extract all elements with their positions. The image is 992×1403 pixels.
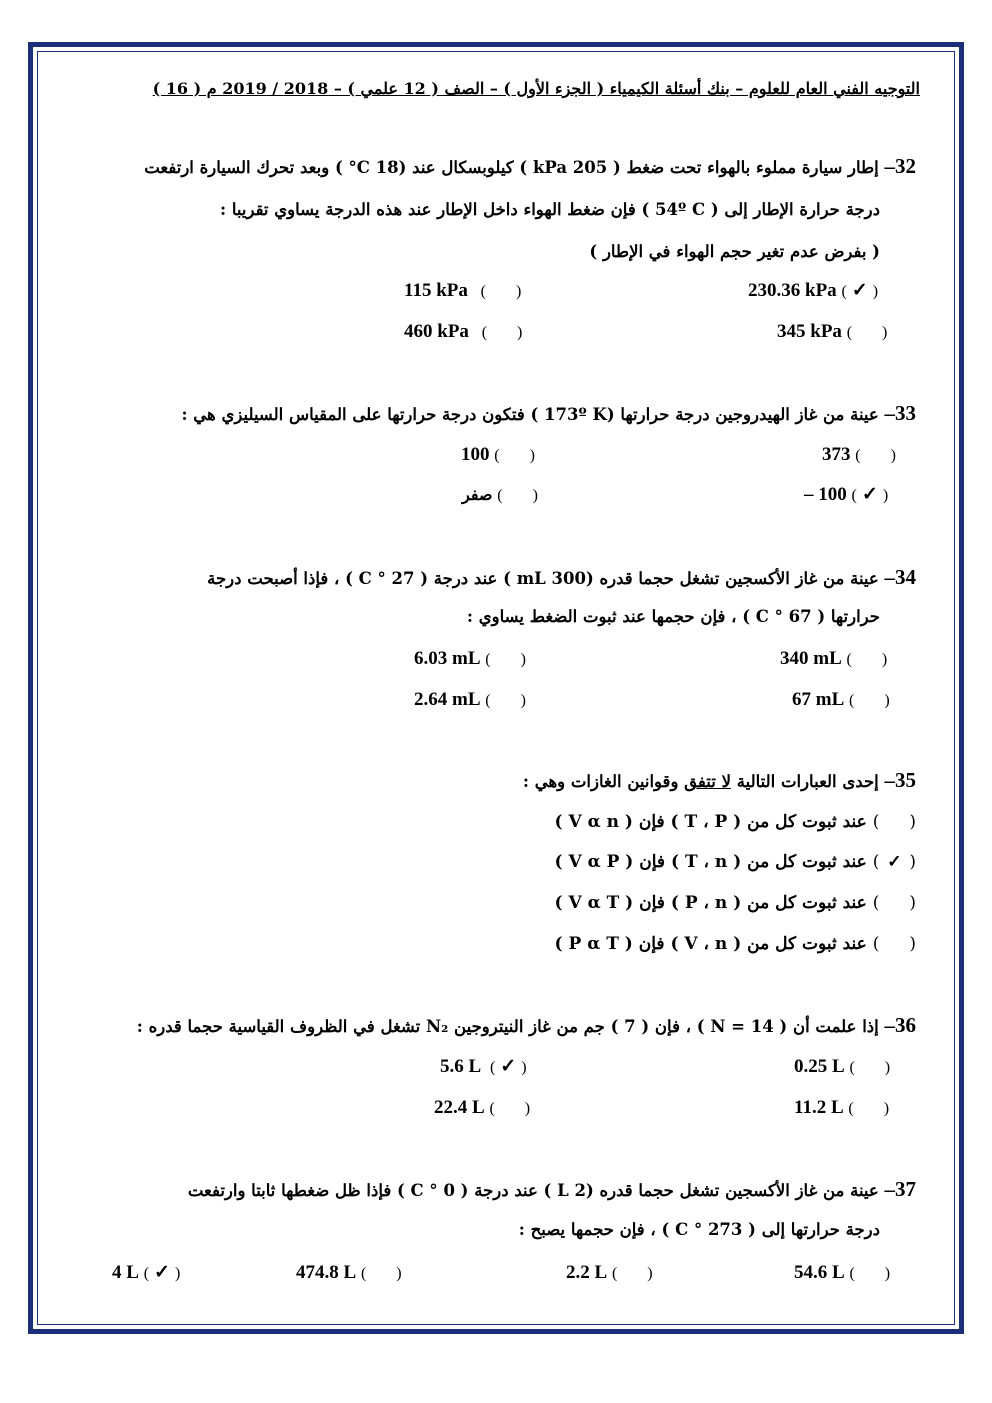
question-number: 37– — [884, 1177, 916, 1201]
question-32-line-1 — [144, 154, 916, 180]
option[interactable]: 0.25 L ( ) — [794, 1053, 890, 1082]
option[interactable]: صفر ( ) — [462, 481, 538, 510]
question-text: وقوانين الغازات وهي : — [522, 772, 685, 791]
negation-underlined: لا تتفق — [684, 772, 732, 791]
option[interactable]: 5.6 L ( ✓ ) — [440, 1053, 527, 1082]
check-mark: ✓ — [851, 280, 868, 301]
option-value: 0.25 L — [794, 1056, 845, 1077]
page-header: التوجيه الفني العام للعلوم – بنك أسئلة الكيمياء ( الجزء الأول ) – الصف ( 12 علمي ) – 2018 / 2019 م ( 16 ) — [152, 79, 920, 98]
option-value: 2.64 mL — [414, 689, 481, 710]
statement-option[interactable]: () عند ثبوت كل من ( P ، n ) فإن ( V α T ) — [554, 893, 916, 913]
option[interactable]: 11.2 L ( ) — [794, 1094, 889, 1123]
option[interactable]: 230.36 kPa ( ✓ ) — [748, 277, 878, 306]
option-value: 22.4 L — [434, 1097, 485, 1118]
question-32-line-2: درجة حرارة الإطار إلى ( 54º C ) فإن ضغط الهواء داخل الإطار عند هذه الدرجة يساوي تقريبا : — [220, 200, 880, 219]
option-value: 67 mL — [792, 689, 845, 710]
option[interactable]: 373 ( ) — [822, 441, 896, 470]
option-value: – 100 — [804, 484, 847, 505]
question-33-line-1 — [181, 401, 916, 427]
option-value: 474.8 L — [296, 1262, 357, 1283]
option-value: 2.2 L — [566, 1262, 608, 1283]
option[interactable]: 115 kPa ( ) — [404, 277, 521, 306]
option-value: 6.03 mL — [414, 648, 481, 669]
option-value: 230.36 kPa — [748, 280, 837, 301]
option-value: 345 kPa — [777, 321, 842, 342]
option[interactable]: 100 ( ) — [461, 441, 535, 470]
option-value: 115 kPa — [404, 280, 468, 301]
question-text: عينة من غاز الأكسجين تشغل حجما قدره (300 mL ) عند درجة ( 27 ° C ) ، فإذا أصبحت درجة — [207, 569, 879, 588]
question-text: إحدى العبارات التالية — [731, 772, 879, 791]
option[interactable]: 22.4 L ( ) — [434, 1094, 530, 1123]
question-number: 33– — [884, 401, 916, 425]
question-34-line-1 — [207, 565, 916, 591]
option-value: 54.6 L — [794, 1262, 845, 1283]
option-value: 460 kPa — [404, 321, 469, 342]
statement-text: عند ثبوت كل من ( V ، n ) فإن ( P α T ) — [554, 934, 867, 954]
option-value: 5.6 L — [440, 1056, 482, 1077]
option[interactable]: 2.64 mL ( ) — [414, 686, 526, 715]
option[interactable]: – 100 ( ✓ ) — [804, 481, 888, 510]
statement-text: عند ثبوت كل من ( T ، n ) فإن ( V α P ) — [554, 852, 867, 872]
question-text: إذا علمت أن ( N = 14 ) ، فإن ( 7 ) جم من غاز النيتروجين N₂ تشغل في الظروف القياسية حجما قدره : — [136, 1017, 879, 1036]
check-mark: ✓ — [500, 1056, 517, 1077]
option[interactable]: 2.2 L ( ) — [566, 1259, 653, 1288]
check-mark: ✓ — [154, 1262, 170, 1283]
question-36-line-1 — [137, 1013, 916, 1039]
option-value: صفر — [462, 485, 493, 504]
question-number: 32– — [884, 154, 916, 178]
option-value: 4 L — [112, 1262, 139, 1283]
option[interactable]: 67 mL ( ) — [792, 686, 890, 715]
option[interactable]: 6.03 mL ( ) — [414, 645, 526, 674]
option-value: 11.2 L — [794, 1097, 844, 1118]
check-mark: ✓ — [887, 852, 902, 872]
option[interactable]: 474.8 L ( ) — [296, 1259, 402, 1288]
statement-option[interactable]: () عند ثبوت كل من ( V ، n ) فإن ( P α T ) — [554, 934, 916, 954]
option[interactable]: 4 L ( ✓ ) — [112, 1259, 180, 1288]
question-37-line-2: درجة حرارتها إلى ( 273 ° C ) ، فإن حجمها يصبح : — [518, 1220, 880, 1239]
statement-text: عند ثبوت كل من ( P ، n ) فإن ( V α T ) — [554, 893, 867, 913]
question-32-line-3: ( بفرض عدم تغير حجم الهواء في الإطار ) — [589, 242, 880, 261]
option-value: 373 — [822, 444, 851, 465]
question-37-line-1 — [188, 1177, 916, 1203]
question-text: إطار سيارة مملوء بالهواء تحت ضغط ( 205 kPa ) كيلوبسكال عند (18 C° ) وبعد تحرك السيارة ارتفعت — [144, 158, 879, 177]
question-number: 35– — [884, 768, 916, 792]
check-mark: ✓ — [861, 484, 878, 505]
option[interactable]: 345 kPa ( ) — [777, 318, 887, 347]
option-value: 340 mL — [780, 648, 842, 669]
option[interactable]: 340 mL ( ) — [780, 645, 887, 674]
statement-option[interactable]: (✓) عند ثبوت كل من ( T ، n ) فإن ( V α P ) — [555, 849, 916, 875]
question-number: 34– — [884, 565, 916, 589]
question-text: عينة من غاز الأكسجين تشغل حجما قدره (2 L ) عند درجة ( 0 ° C ) فإذا ظل ضغطها ثابتا وارتفعت — [187, 1181, 879, 1200]
option[interactable]: 54.6 L ( ) — [794, 1259, 890, 1288]
option[interactable]: 460 kPa ( ) — [404, 318, 522, 347]
question-34-line-2: حرارتها ( 67 ° C ) ، فإن حجمها عند ثبوت الضغط يساوي : — [466, 607, 880, 626]
question-number: 36– — [884, 1013, 916, 1037]
option-value: 100 — [461, 444, 490, 465]
statement-text: عند ثبوت كل من ( T ، P ) فإن ( V α n ) — [554, 812, 867, 832]
question-text: عينة من غاز الهيدروجين درجة حرارتها (173º K ) فتكون درجة حرارتها على المقياس السيليزي هي : — [181, 405, 879, 424]
question-35-line-1 — [523, 768, 916, 794]
statement-option[interactable]: () عند ثبوت كل من ( T ، P ) فإن ( V α n ) — [554, 812, 916, 832]
